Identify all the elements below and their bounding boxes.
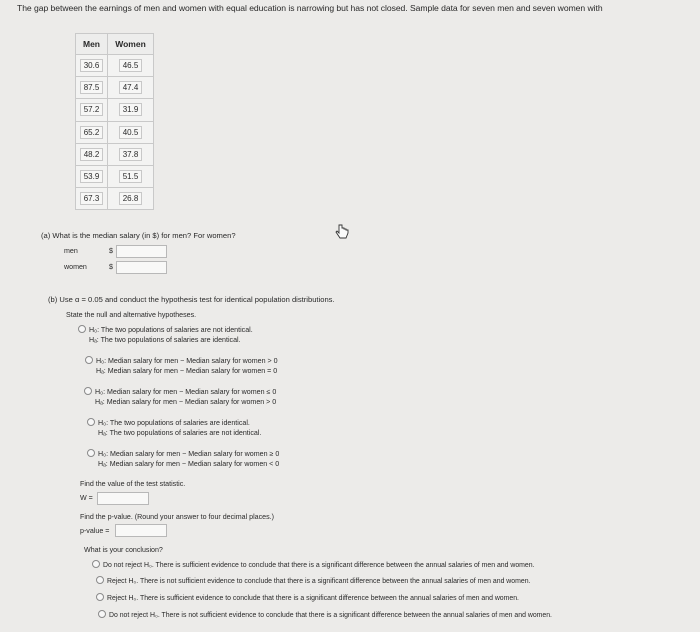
- conclusion-option-4[interactable]: [98, 610, 552, 619]
- header-men: Men: [76, 34, 108, 55]
- men-label: men: [64, 247, 78, 255]
- women-cell: 47.4: [119, 81, 143, 94]
- radio-icon[interactable]: [96, 576, 104, 584]
- women-cell: 51.5: [119, 170, 143, 183]
- ha-text: Hₐ: Median salary for men − Median salary for women < 0: [98, 460, 280, 468]
- conclusion-label: What is your conclusion?: [84, 546, 163, 554]
- hypothesis-option-4[interactable]: [87, 418, 261, 438]
- hypothesis-option-3[interactable]: [84, 387, 276, 407]
- women-currency: $: [109, 263, 113, 271]
- radio-icon[interactable]: [78, 325, 86, 333]
- men-median-input[interactable]: [116, 245, 167, 258]
- h0-text: H₀: The two populations of salaries are not identical.: [89, 326, 253, 334]
- men-cell: 67.3: [80, 192, 104, 205]
- salary-table: [75, 33, 154, 210]
- men-cell: 53.9: [80, 170, 104, 183]
- radio-icon[interactable]: [84, 387, 92, 395]
- women-cell: 31.9: [119, 103, 143, 116]
- women-median-input[interactable]: [116, 261, 167, 274]
- ha-text: Hₐ: The two populations of salaries are not identical.: [98, 429, 262, 437]
- conclusion-option-3[interactable]: [96, 593, 519, 602]
- men-cell: 48.2: [80, 148, 104, 161]
- men-cell: 65.2: [80, 126, 104, 139]
- test-statistic-label: Find the value of the test statistic.: [80, 480, 186, 488]
- hypothesis-option-5[interactable]: [87, 449, 279, 469]
- women-cell: 40.5: [119, 126, 143, 139]
- state-hypotheses-label: State the null and alternative hypotheses.: [66, 311, 197, 319]
- hypothesis-option-1[interactable]: [78, 325, 253, 345]
- men-currency: $: [109, 247, 113, 255]
- radio-icon[interactable]: [87, 418, 95, 426]
- hypothesis-option-2[interactable]: [85, 356, 278, 376]
- women-cell: 46.5: [119, 59, 143, 72]
- conclusion-text: Reject H₀. There is not sufficient evidence to conclude that there is a significant difference between the annual salaries of men and women.: [107, 578, 531, 585]
- radio-icon[interactable]: [98, 610, 106, 618]
- ha-text: Hₐ: Median salary for men − Median salary for women = 0: [96, 367, 278, 375]
- h0-text: H₀: Median salary for men − Median salary for women > 0: [96, 357, 278, 365]
- ha-text: Hₐ: The two populations of salaries are identical.: [89, 336, 241, 344]
- conclusion-text: Do not reject H₀. There is sufficient evidence to conclude that there is a significant difference between the annual salaries of men and women.: [103, 562, 535, 569]
- h0-text: H₀: The two populations of salaries are identical.: [98, 419, 250, 427]
- conclusion-option-2[interactable]: [96, 576, 530, 585]
- women-label: women: [64, 263, 87, 271]
- men-cell: 57.2: [80, 103, 104, 116]
- header-women: Women: [108, 34, 154, 55]
- h0-text: H₀: Median salary for men − Median salary for women ≤ 0: [95, 388, 277, 396]
- w-label: W =: [80, 494, 93, 502]
- men-cell: 87.5: [80, 81, 104, 94]
- men-cell: 30.6: [80, 59, 104, 72]
- part-a-question: (a) What is the median salary (in $) for men? For women?: [41, 231, 236, 240]
- pvalue-label: p-value =: [80, 527, 110, 535]
- pvalue-instruction: Find the p-value. (Round your answer to four decimal places.): [80, 513, 274, 521]
- radio-icon[interactable]: [87, 449, 95, 457]
- problem-intro: The gap between the earnings of men and women with equal education is narrowing but has not closed. Sample data for seven men and seven women with: [17, 3, 603, 13]
- radio-icon[interactable]: [85, 356, 93, 364]
- h0-text: H₀: Median salary for men − Median salary for women ≥ 0: [98, 450, 280, 458]
- part-b-question: (b) Use α = 0.05 and conduct the hypothesis test for identical population distributions.: [48, 295, 335, 304]
- conclusion-text: Do not reject H₀. There is not sufficient evidence to conclude that there is a significant difference between the annual salaries of men and women.: [109, 612, 552, 619]
- ha-text: Hₐ: Median salary for men − Median salary for women > 0: [95, 398, 277, 406]
- pvalue-input[interactable]: [115, 524, 167, 537]
- radio-icon[interactable]: [96, 593, 104, 601]
- hand-cursor-icon: [335, 224, 349, 240]
- women-cell: 26.8: [119, 192, 143, 205]
- conclusion-option-1[interactable]: [92, 560, 534, 569]
- radio-icon[interactable]: [92, 560, 100, 568]
- women-cell: 37.8: [119, 148, 143, 161]
- conclusion-text: Reject H₀. There is sufficient evidence to conclude that there is a significant difference between the annual salaries of men and women.: [107, 595, 519, 602]
- w-statistic-input[interactable]: [97, 492, 149, 505]
